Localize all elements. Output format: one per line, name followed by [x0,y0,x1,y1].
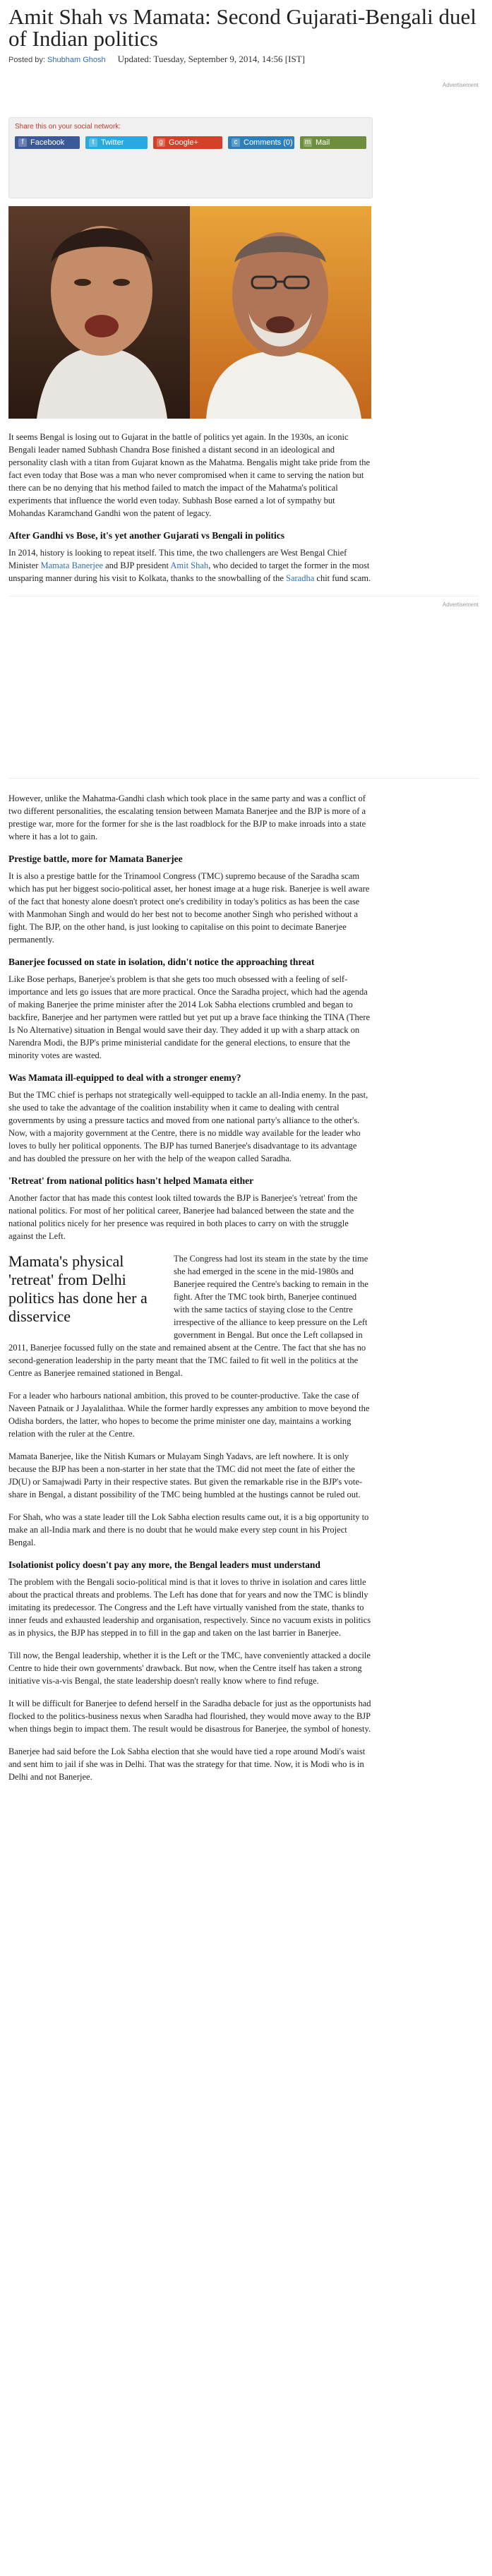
subheading-1: After Gandhi vs Bose, it's yet another Gujarati vs Bengali in politics [8,530,285,541]
byline [8,54,479,65]
paragraph-1: It seems Bengal is losing out to Gujarat in the battle of politics yet again. In the 1930s, an iconic Bengali leader named Subhash Chandra Bose finished a distant second in an ideological and personality clash with a titan from Gujarat known as the Mahatma. Bengalis might take pride from the fact even today that Bose was a man who never compromised when it came to serving the nation but there can be no denying that his method failed to match the impact of the Mahatma's political experiments that influence the world even today. Subhash Bose earned a lot of sympathy but Mohandas Karamchand Gandhi won the patent of legacy. [8,432,371,518]
saradha-link[interactable]: Saradha [286,573,315,583]
subheading-5: 'Retreat' from national politics hasn't helped Mamata either [8,1175,254,1186]
subheading-2: Prestige battle, more for Mamata Banerjee [8,853,183,864]
paragraph-4: It is also a prestige battle for the Trinamool Congress (TMC) supremo because of the Saradha scam which has put her biggest socio-political asset, her honest image at a huge risk. Banerjee is well aware of the fact that honesty alone doesn't protect one's credibility in today's politics as has been the case with Manmohan Singh and would do her best not to become another Singh who perished without a fight. The BJP, on the other hand, is just looking to capitalise on this point to decimate Banerjee permanently. [8,871,370,945]
p2-text-a: In 2014, history is looking to repeat itself. This time, the two challengers are West Bengal Chief Minister [8,548,347,570]
paragraph-3: However, unlike the Mahatma-Gandhi clash which took place in the same party and was a conflict of two different personalities, the escalating tension between Mamata Banerjee and the BJP is more of a prestige war, more for the former for she is the last roadblock for the BJP to make inroads into a state where it has a lot to gain. [8,793,366,841]
mamata-banerjee-link[interactable]: Mamata Banerjee [40,561,103,570]
paragraph-5: Like Bose perhaps, Banerjee's problem is that she gets too much obsessed with a feeling of self-importance and lets go issues that are more practical. Once the Saradha project, which had the agenda of making Banerjee the prime minister after the 2014 Lok Sabha elections crumbled and began to backfire, Banerjee and her partymen were rattled but yet put up a brave face thinking the TINA (There Is No Alternative) situation in Bengal would save their day. They added it up with a sharp attack on Narendra Modi, the BJP's prime ministerial candidate for the general elections, to ensure that the minority votes are wasted. [8,974,371,1060]
comments-0-share-button[interactable] [228,136,294,149]
article-title: Amit Shah vs Mamata: Second Gujarati-Bengali duel of Indian politics [8,4,476,51]
share-label: Share this on your social network: [15,123,121,131]
mail-icon: m [304,138,311,146]
subheading-4: Was Mamata ill-equipped to deal with a stronger enemy? [8,1072,241,1083]
share-bar [8,117,373,198]
paragraph-2 [8,546,371,585]
advertisement-label: Advertisement [442,82,479,88]
p2-text-d: chit fund scam. [314,573,371,583]
twitter-icon: t [89,138,97,147]
paragraph-13: Till now, the Bengal leadership, whether it is the Left or the TMC, have conveniently attacked a docile Centre to hide their own governments' drawback. But now, when the Centre itself has taken a strong initiative vis-a-vis Bengal, the state leadership doesn't really know where to find refuge. [8,1651,371,1686]
facebook-share-button[interactable] [15,136,80,149]
pull-quote: Mamata's physical 'retreat' from Delhi politics has done her a disservice [8,1252,148,1325]
paragraph-9: For a leader who harbours national ambition, this proved to be counter-productive. Take the case of Naveen Patnaik or J Jayalalithaa. While the former hardly expresses any ambition to move beyond the Odisha borders, the latter, who hopes to become the prime minister one day, maintains a working relation with the ruler at the Centre. [8,1391,370,1439]
leaders-photo-illustration [8,206,371,419]
mail-share-button[interactable] [300,136,366,149]
share-button-label: Comments (0) [244,138,293,147]
article-photo [8,206,371,419]
comments-icon: c [232,138,240,147]
paragraph-10: Mamata Banerjee, like the Nitish Kumars or Mulayam Singh Yadavs, are left nowhere. It is only because the BJP has been a non-starter in her state that the TMC did not meet the fate of either the JD(U) or Samajwadi Party in their respective states. But given the remarkable rise in the BJP's vote-share in Bengal, a distant possibility of the TMC being humbled at the hustings cannot be ruled out. [8,1451,363,1499]
share-button-label: Facebook [30,138,65,147]
divider [8,596,479,597]
divider [8,778,479,779]
paragraph-12: The problem with the Bengali socio-political mind is that it loves to thrive in isolation and cares little about the practical threats and problems. The Left has done that for years and now the TMC is blindly imitating its predecessor. The Congress and the Left have virtually vanished from the state, thanks to inner feuds and exhausted leadership and organisation, respectively. Since no vacuum exists in politics as in physics, the BJP has stepped in to fill in the gap and taken on the last barrier in Banerjee. [8,1577,371,1638]
subheading-3: Banerjee focussed on state in isolation, didn't notice the approaching threat [8,957,315,967]
advertisement-label-2: Advertisement [442,601,479,608]
p8-text: The Congress had lost its steam in the state by the time she had emerged in the scene in the mid-1980s and Banerjee required the Centre's backing to remain in the fight. After the TMC took birth, Banerjee continued with the same tactics of staying close to the Centre irrespective of the alliance to keep pressure on the Left government in Bengal. But once the Left collapsed in 2011, Banerjee focussed fully on the state and remained absent at the Centre. The fact that she has no second-generation leadership in the party meant that the TMC failed to fit well in the politics at the Centre as Banerjee remained stationed in Bengal. [8,1254,368,1378]
paragraph-7: Another factor that has made this contest look tilted towards the BJP is Banerjee's 'retreat' from the national politics. For most of her political career, Banerjee had balanced between the state and the national politics nicely for her presence was required in both places to carry on with the struggle against the Left. [8,1193,358,1241]
paragraph-6: But the TMC chief is perhaps not strategically well-equipped to tackle an all-India enemy. In the past, she used to take the advantage of the coalition instability when it came to dealing with central governments by using a pressure tactics and moved from one national party's alliance to the other's. Now, with a majority government at the Centre, there is no middle way available for the leader who loves to bully her political opponents. The BJP has turned Banerjee's disadvantage to its advantage and has doubled the pressure on her with the help of the weapon called Saradha. [8,1090,368,1163]
paragraph-8 [8,1252,371,1379]
share-button-label: Twitter [101,138,124,147]
updated-timestamp: Updated: Tuesday, September 9, 2014, 14:56 [IST] [117,54,305,64]
paragraph-11: For Shah, who was a state leader till the Lok Sabha election results came out, it is a big opportunity to make an all-India mark and there is no doubt that he would make every step count in his Project Bengal. [8,1512,369,1547]
share-button-label: Mail [316,138,330,147]
paragraph-14: It will be difficult for Banerjee to defend herself in the Saradha debacle for just as the opportunists had flocked to the politics-business nexus when Saradha had flourished, they would move away to the BJP when things begin to impact them. The result would be disastrous for Banerjee, the symbol of honesty. [8,1699,371,1734]
p2-text-c: , who decided to target the former in the most unsparing manner during his visit to Kolkata, thanks to the snowballing of the [8,561,370,583]
p2-text-b: and BJP president [102,561,171,570]
pull-quote-spacer [8,1252,174,1330]
google-share-button[interactable] [153,136,222,149]
amit-shah-link[interactable]: Amit Shah [170,561,209,570]
facebook-icon: f [18,138,27,147]
article-header [8,0,479,65]
author-link[interactable]: Shubham Ghosh [47,56,106,64]
paragraph-15: Banerjee had said before the Lok Sabha election that she would have tied a rope around Modi's waist and sent him to jail if she was in Delhi. That was the strategy for that time. Now, it is Modi who is in Delhi and not Banerjee. [8,1747,366,1782]
share-button-label: Google+ [169,138,198,147]
google-plus-icon: g [157,138,165,147]
twitter-share-button[interactable] [85,136,148,149]
subheading-6: Isolationist policy doesn't pay any more, the Bengal leaders must understand [8,1559,320,1570]
posted-by-label: Posted by: [8,56,45,64]
